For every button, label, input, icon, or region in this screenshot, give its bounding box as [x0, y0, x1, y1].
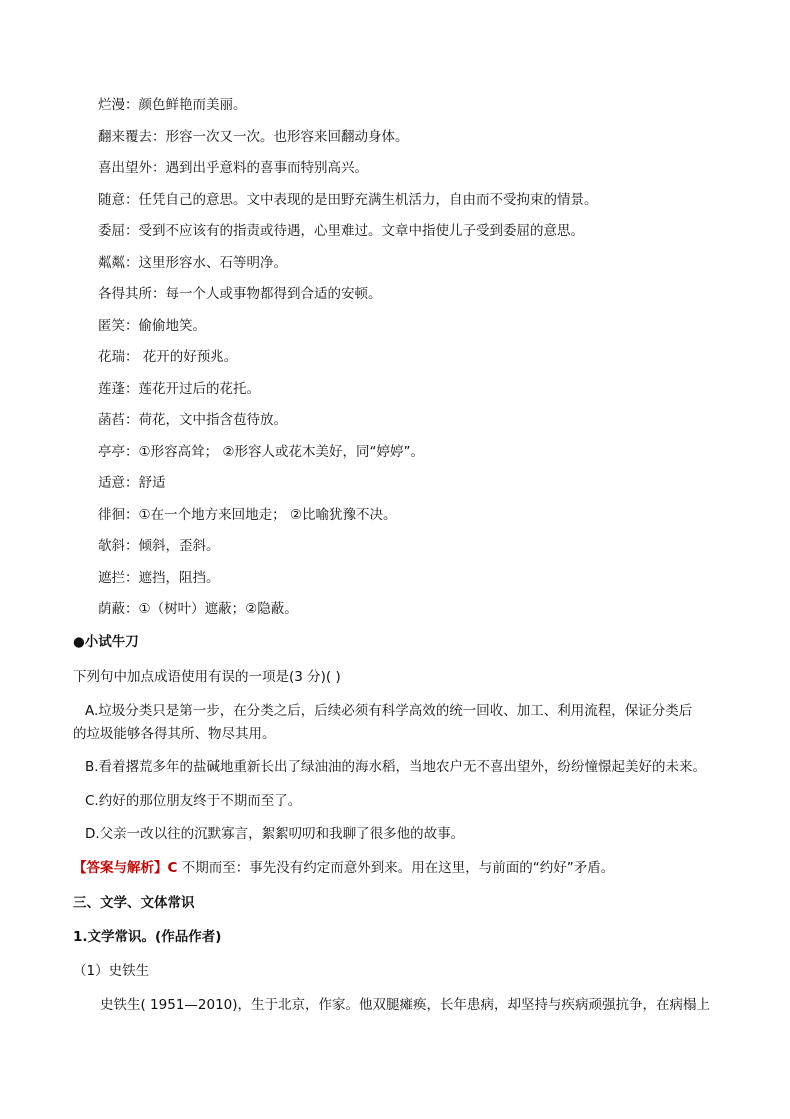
vocab-item: 荫蔽：①（树叶）遮蔽；②隐蔽。	[98, 601, 298, 617]
vocab-item: 遮拦：遮挡，阻挡。	[98, 570, 220, 586]
subsection-title: 1.文学常识。(作品作者)	[73, 929, 222, 945]
vocab-item: 翻来覆去：形容一次又一次。也形容来回翻动身体。	[98, 129, 409, 145]
author-heading: （1）史铁生	[73, 963, 150, 979]
vocab-item: 花瑞： 花开的好预兆。	[98, 349, 238, 365]
author-paragraph: 史铁生( 1951—2010)，生于北京，作家。他双腿瘫痪，长年患病，却坚持与疾病顽强抗争，在病榻上	[100, 997, 711, 1013]
vocab-item: 喜出望外：遇到出乎意料的喜事而特别高兴。	[98, 160, 368, 176]
option-d: D.父亲一改以往的沉默寡言，絮絮叨叨和我聊了很多他的故事。	[85, 826, 465, 842]
vocab-item: 亭亭：①形容高耸； ②形容人或花木美好，同“婷婷”。	[98, 444, 424, 460]
vocab-item: 适意：舒适	[98, 475, 166, 491]
vocab-item: 委屈：受到不应该有的指责或待遇，心里难过。文章中指使儿子受到委屈的意思。	[98, 223, 584, 239]
vocab-item: 匿笑：偷偷地笑。	[98, 318, 206, 334]
answer-text: 不期而至：事先没有约定而意外到来。用在这里，与前面的“约好”矛盾。	[177, 860, 615, 876]
practice-heading: ●小试牛刀	[73, 634, 139, 650]
vocab-item: 烂漫：颜色鲜艳而美丽。	[98, 97, 247, 113]
vocab-item: 菡萏：荷花，文中指含苞待放。	[98, 412, 287, 428]
option-b: B.看着撂荒多年的盐碱地重新长出了绿油油的海水稻，当地农户无不喜出望外，纷纷憧憬起美好的未来。	[85, 759, 707, 775]
option-c: C.约好的那位朋友终于不期而至了。	[85, 793, 302, 809]
vocab-item: 粼粼：这里形容水、石等明净。	[98, 255, 287, 271]
option-a-continued: 的垃圾能够各得其所、物尽其用。	[73, 726, 276, 742]
option-a: A.垃圾分类只是第一步，在分类之后，后续必须有科学高效的统一回收、加工、利用流程，保证分类后	[85, 703, 693, 719]
question-stem: 下列句中加点成语使用有误的一项是(3 分)( )	[73, 669, 341, 685]
vocab-item: 欹斜：倾斜，歪斜。	[98, 538, 220, 554]
vocab-item: 随意：任凭自己的意思。文中表现的是田野充满生机活力，自由而不受拘束的情景。	[98, 192, 598, 208]
vocab-item: 各得其所：每一个人或事物都得到合适的安顿。	[98, 286, 382, 302]
answer-label: 【答案与解析】C	[73, 860, 178, 876]
vocab-item: 莲蓬：莲花开过后的花托。	[98, 381, 260, 397]
section-heading: 三、文学、文体常识	[73, 895, 195, 911]
answer-explanation	[73, 859, 614, 877]
vocab-item: 徘徊：①在一个地方来回地走； ②比喻犹豫不决。	[98, 507, 397, 523]
